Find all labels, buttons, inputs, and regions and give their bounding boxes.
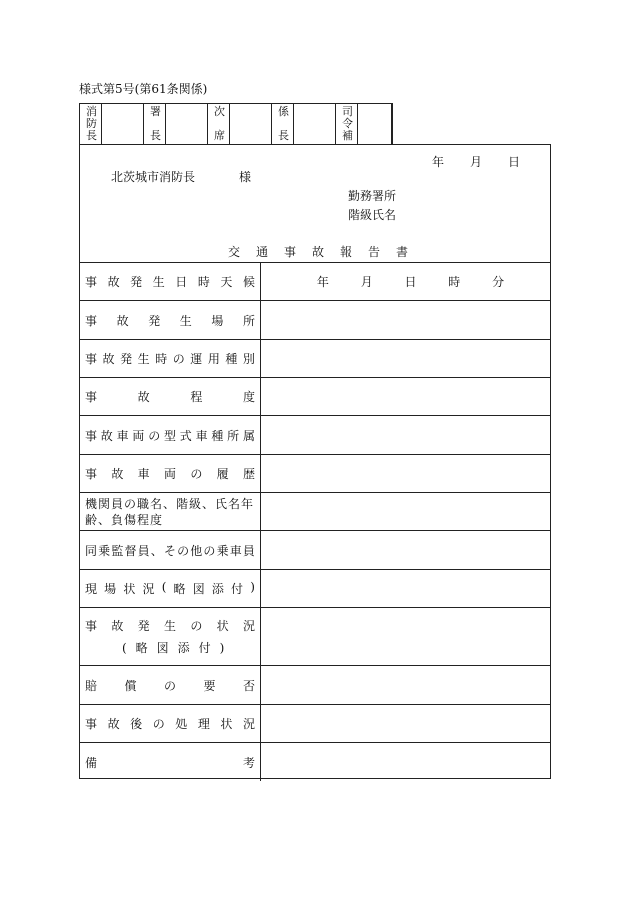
label-char: ) — [250, 580, 255, 594]
label-char: 備 — [85, 755, 98, 770]
report-row — [80, 455, 550, 493]
row-label-text — [85, 465, 255, 482]
row-label-line: 齢、負傷程度 — [85, 512, 164, 527]
stamp-label-char: 司 — [342, 105, 353, 118]
label-char: 後 — [130, 717, 143, 731]
stamp-box[interactable] — [102, 104, 144, 144]
row-label — [80, 416, 261, 454]
label-char: 況 — [142, 582, 155, 596]
label-char: 賠 — [85, 678, 98, 693]
date-month-label: 月 — [469, 155, 482, 169]
label-char: 事 — [85, 313, 98, 328]
row-label-subtext: (略図添付) — [122, 640, 234, 655]
row-value-field[interactable] — [261, 378, 550, 415]
stamp-label-char: 長 — [86, 129, 97, 142]
label-char: 督 — [124, 543, 137, 558]
label-char: の — [177, 543, 190, 558]
approval-stamp-row — [79, 103, 393, 144]
stamp-label — [208, 104, 230, 144]
label-char: 属 — [242, 428, 255, 443]
label-char: 乗 — [98, 543, 111, 558]
addressee — [111, 168, 251, 185]
label-char: 所 — [242, 313, 255, 328]
label-char: 事 — [85, 618, 98, 633]
report-date — [408, 153, 520, 170]
label-char: 運 — [190, 352, 203, 366]
row-label-text — [85, 350, 255, 367]
row-value-field[interactable] — [261, 531, 550, 569]
report-row — [80, 608, 550, 666]
stamp-label-char: 席 — [214, 129, 225, 142]
row-label — [80, 493, 261, 530]
label-char: 事 — [85, 275, 98, 289]
label-char: 否 — [242, 678, 255, 693]
honorific: 様 — [239, 170, 252, 184]
stamp-label-char: 長 — [278, 129, 289, 142]
label-char: 状 — [123, 582, 136, 596]
stamp-label-char: 消 — [86, 105, 97, 118]
label-char: 事 — [85, 390, 98, 404]
datetime-unit-label: 分 — [492, 275, 505, 289]
label-char: 履 — [216, 467, 229, 481]
stamp-box[interactable] — [294, 104, 336, 144]
row-label-text — [85, 754, 255, 771]
stamp-label — [144, 104, 166, 144]
row-label — [80, 705, 261, 742]
stamp-box[interactable] — [230, 104, 272, 144]
row-label-text — [85, 618, 255, 634]
label-char: 略 — [173, 582, 186, 596]
label-char: 種 — [211, 428, 224, 443]
stamp-label — [272, 104, 294, 144]
row-value-field[interactable] — [261, 666, 550, 704]
row-label — [80, 378, 261, 415]
stamp-label-char: 長 — [150, 129, 161, 142]
date-year-label: 年 — [431, 155, 444, 169]
label-char: 度 — [242, 390, 255, 404]
label-char: 事 — [85, 467, 98, 481]
label-char: 程 — [190, 390, 203, 404]
row-value-field[interactable] — [261, 263, 550, 300]
label-char: 考 — [242, 755, 255, 770]
label-char: 型 — [163, 428, 176, 443]
label-char: 時 — [197, 275, 210, 289]
row-label — [80, 570, 261, 607]
label-char: 場 — [211, 313, 224, 328]
label-char: 故 — [102, 352, 115, 366]
label-char: 状 — [220, 717, 233, 731]
datetime-unit-label: 時 — [448, 275, 461, 289]
stamp-label-char: 防 — [86, 117, 97, 130]
label-char: 両 — [163, 467, 176, 481]
date-day-label: 日 — [507, 155, 520, 169]
label-char: 歴 — [242, 467, 255, 481]
label-char: の — [172, 352, 185, 366]
row-label-text — [85, 542, 255, 559]
label-char: 員 — [137, 543, 150, 558]
row-label — [80, 340, 261, 377]
office-label: 勤務署所 — [348, 189, 397, 203]
stamp-box[interactable] — [358, 104, 392, 144]
row-label-line: 機関員の職名、階級、氏名年 — [85, 496, 255, 511]
traffic-accident-report-form — [79, 144, 551, 779]
label-char: 付 — [231, 582, 244, 596]
report-row — [80, 263, 550, 301]
row-value-field[interactable] — [261, 570, 550, 607]
addressee-name: 北茨城市消防長 — [111, 170, 196, 184]
report-title: 交通事故報告書 — [228, 245, 425, 259]
row-label-text — [85, 580, 255, 597]
label-char: 所 — [227, 428, 240, 443]
label-char: 発 — [148, 313, 161, 328]
label-char: 、 — [150, 543, 163, 558]
label-char: 故 — [116, 313, 129, 328]
label-char: 車 — [195, 428, 208, 443]
label-char: 種 — [225, 352, 238, 366]
label-char: の — [203, 543, 216, 558]
row-value-field[interactable] — [261, 493, 550, 530]
report-row — [80, 301, 550, 340]
label-char: の — [163, 678, 176, 693]
row-label — [80, 608, 261, 665]
row-label — [80, 743, 261, 781]
row-label — [80, 301, 261, 339]
label-char: 況 — [242, 717, 255, 731]
label-char: 天 — [220, 275, 233, 289]
label-char: 車 — [229, 543, 242, 558]
label-char: の — [190, 467, 203, 481]
report-header — [80, 145, 550, 263]
row-value-field[interactable] — [261, 705, 550, 742]
label-char: 生 — [179, 313, 192, 328]
label-char: 式 — [179, 428, 192, 443]
row-label — [80, 531, 261, 569]
label-char: 用 — [207, 352, 220, 366]
label-char: 事 — [85, 352, 98, 366]
report-rows — [80, 263, 550, 781]
label-char: 時 — [155, 352, 168, 366]
row-label-text — [85, 388, 255, 405]
label-char: 別 — [242, 352, 255, 366]
rank-name-label: 階級氏名 — [348, 208, 397, 222]
row-value-field[interactable] — [261, 608, 550, 665]
row-label-text — [85, 715, 255, 732]
label-char: 故 — [137, 390, 150, 404]
label-char: 生 — [163, 618, 176, 633]
row-label-text — [85, 312, 255, 329]
stamp-box[interactable] — [166, 104, 208, 144]
stamp-label — [80, 104, 102, 144]
label-char: の — [190, 618, 203, 633]
label-char: 両 — [132, 428, 145, 443]
report-row — [80, 416, 550, 455]
label-char: 候 — [242, 275, 255, 289]
label-char: 故 — [111, 467, 124, 481]
label-char: 監 — [111, 543, 124, 558]
label-char: そ — [163, 543, 176, 558]
label-char: 発 — [137, 618, 150, 633]
row-label-text — [85, 677, 255, 694]
label-char: の — [148, 428, 161, 443]
row-label-text — [85, 427, 255, 444]
stamp-label-char: 補 — [342, 129, 353, 142]
label-char: ( — [161, 580, 167, 594]
datetime-units — [261, 273, 550, 290]
label-char: 故 — [107, 717, 120, 731]
label-char: 他 — [190, 543, 203, 558]
stamp-label-char: 署 — [150, 105, 161, 118]
stamp-label-char: 次 — [214, 105, 225, 118]
report-row — [80, 340, 550, 378]
row-value-field[interactable] — [261, 743, 550, 781]
stamp-label-char: 係 — [278, 105, 289, 118]
label-char: 況 — [242, 618, 255, 633]
row-value-field[interactable] — [261, 301, 550, 339]
label-char: 乗 — [216, 543, 229, 558]
label-char: 生 — [152, 275, 165, 289]
stamp-label-char: 令 — [342, 117, 353, 130]
label-char: 事 — [85, 428, 98, 443]
label-char: 添 — [211, 582, 224, 596]
label-char: 発 — [130, 275, 143, 289]
row-value-field[interactable] — [261, 340, 550, 377]
label-char: 員 — [242, 543, 255, 558]
stamp-label — [336, 104, 358, 144]
report-row — [80, 666, 550, 705]
label-char: の — [152, 717, 165, 731]
datetime-unit-label: 年 — [316, 275, 329, 289]
report-row — [80, 493, 550, 531]
label-char: 故 — [111, 618, 124, 633]
row-label-text — [85, 273, 255, 290]
label-char: 故 — [100, 428, 113, 443]
label-char: 現 — [85, 582, 98, 596]
label-char: 要 — [203, 678, 216, 693]
label-char: 場 — [104, 582, 117, 596]
datetime-unit-label: 月 — [360, 275, 373, 289]
label-char: 償 — [124, 678, 137, 693]
label-char: 理 — [197, 717, 210, 731]
row-label — [80, 455, 261, 492]
label-char: 車 — [116, 428, 129, 443]
report-row — [80, 743, 550, 781]
report-row — [80, 705, 550, 743]
row-value-field[interactable] — [261, 455, 550, 492]
label-char: 同 — [85, 543, 98, 558]
label-char: 故 — [107, 275, 120, 289]
datetime-unit-label: 日 — [404, 275, 417, 289]
label-char: 発 — [120, 352, 133, 366]
label-char: 状 — [216, 618, 229, 633]
label-char: 車 — [137, 467, 150, 481]
form-number-title: 様式第5号(第61条関係) — [79, 82, 208, 96]
report-row — [80, 570, 550, 608]
label-char: 日 — [175, 275, 188, 289]
label-char: 処 — [175, 717, 188, 731]
row-label — [80, 263, 261, 300]
label-char: 図 — [192, 582, 205, 596]
report-row — [80, 531, 550, 570]
label-char: 事 — [85, 717, 98, 731]
label-char: 生 — [137, 352, 150, 366]
row-label — [80, 666, 261, 704]
row-value-field[interactable] — [261, 416, 550, 454]
report-row — [80, 378, 550, 416]
